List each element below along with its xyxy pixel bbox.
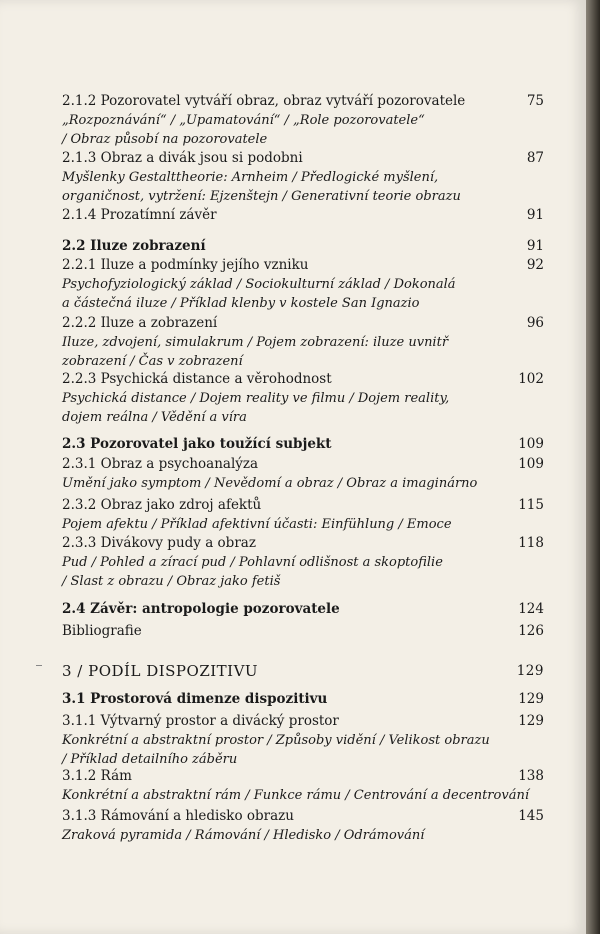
toc-entry bbox=[62, 534, 544, 591]
page-number: 91 bbox=[526, 207, 544, 223]
entry-subtitle: / Obraz působí na pozorovatele bbox=[62, 132, 268, 147]
entry-title: 2.1.2 Pozorovatel vytváří obraz, obraz vytváří pozorovatele bbox=[62, 93, 466, 109]
page-number: 75 bbox=[526, 93, 544, 109]
page-number: 129 bbox=[518, 713, 544, 729]
entry-subtitle: Konkrétní a abstraktní prostor / Způsoby vidění / Velikost obrazu bbox=[62, 733, 490, 748]
chapter-title: 3 / PODÍL DISPOZITIVU bbox=[62, 662, 259, 680]
toc-entry bbox=[62, 622, 544, 641]
toc-entry bbox=[62, 455, 544, 493]
entry-subtitle: organičnost, vytržení: Ejzenštejn / Generativní teorie obrazu bbox=[62, 189, 461, 204]
entry-subtitle: Umění jako symptom / Nevědomí a obraz / Obraz a imaginárno bbox=[62, 476, 478, 491]
page-number: 126 bbox=[518, 623, 544, 639]
toc-entry bbox=[62, 206, 544, 225]
page-number: 102 bbox=[518, 371, 544, 387]
page-number: 92 bbox=[526, 257, 544, 273]
entry-title: 3.1.1 Výtvarný prostor a divácký prostor bbox=[62, 713, 339, 729]
page-number: 115 bbox=[518, 497, 544, 513]
toc-entry bbox=[62, 314, 544, 371]
toc-entry bbox=[62, 370, 544, 427]
toc-section bbox=[62, 237, 544, 256]
page-number: 124 bbox=[518, 601, 544, 617]
toc-entry bbox=[62, 712, 544, 769]
section-title: 2.4 Závěr: antropologie pozorovatele bbox=[62, 601, 340, 617]
toc-entry bbox=[62, 256, 544, 313]
entry-subtitle: Konkrétní a abstraktní rám / Funkce rámu / Centrování a decentrování bbox=[62, 788, 529, 803]
entry-subtitle: Zraková pyramida / Rámování / Hledisko / Odrámování bbox=[62, 828, 425, 843]
entry-title: 3.1.2 Rám bbox=[62, 768, 132, 784]
entry-title: Bibliografie bbox=[62, 623, 142, 639]
entry-subtitle: Iluze, zdvojení, simulakrum / Pojem zobrazení: iluze uvnitř bbox=[62, 335, 449, 350]
entry-title: 2.1.3 Obraz a divák jsou si podobni bbox=[62, 150, 303, 166]
entry-title: 2.3.1 Obraz a psychoanalýza bbox=[62, 456, 259, 472]
entry-subtitle: Myšlenky Gestalttheorie: Arnheim / Předlogické myšlení, bbox=[62, 170, 439, 185]
entry-title: 2.3.3 Divákovy pudy a obraz bbox=[62, 535, 256, 551]
page-number: 129 bbox=[516, 663, 544, 679]
entry-subtitle: Psychofyziologický základ / Sociokulturní základ / Dokonalá bbox=[62, 277, 456, 292]
page-number: 118 bbox=[518, 535, 544, 551]
toc-entry bbox=[62, 92, 544, 149]
entry-subtitle: / Příklad detailního záběru bbox=[62, 752, 238, 767]
page-number: 145 bbox=[518, 808, 544, 824]
page-number: 91 bbox=[526, 238, 544, 254]
entry-subtitle: dojem reálna / Vědění a víra bbox=[62, 410, 247, 425]
entry-title: 2.2.1 Iluze a podmínky jejího vzniku bbox=[62, 257, 309, 273]
toc-chapter bbox=[62, 662, 544, 681]
entry-title: 2.2.2 Iluze a zobrazení bbox=[62, 315, 218, 331]
toc-section bbox=[62, 435, 544, 454]
entry-title: 3.1.3 Rámování a hledisko obrazu bbox=[62, 808, 294, 824]
toc-section bbox=[62, 690, 544, 709]
entry-subtitle: a částečná iluze / Příklad klenby v kostele San Ignazio bbox=[62, 296, 420, 311]
toc-entry bbox=[62, 496, 544, 534]
page-number: 109 bbox=[518, 456, 544, 472]
entry-subtitle: / Slast z obrazu / Obraz jako fetiš bbox=[62, 574, 281, 589]
section-title: 2.3 Pozorovatel jako toužící subjekt bbox=[62, 436, 332, 452]
entry-subtitle: zobrazení / Čas v zobrazení bbox=[62, 354, 243, 369]
page-number: 138 bbox=[518, 768, 544, 784]
page-number: 96 bbox=[526, 315, 544, 331]
toc-entry bbox=[62, 807, 544, 845]
toc-section bbox=[62, 600, 544, 619]
entry-subtitle: Pojem afektu / Příklad afektivní účasti: Einfühlung / Emoce bbox=[62, 517, 452, 532]
page-edge bbox=[586, 0, 600, 934]
page-number: 129 bbox=[518, 691, 544, 707]
toc-entry bbox=[62, 149, 544, 206]
page-number: 87 bbox=[526, 150, 544, 166]
entry-title: 2.1.4 Prozatímní závěr bbox=[62, 207, 217, 223]
toc-entry bbox=[62, 767, 544, 805]
entry-subtitle: Pud / Pohled a zírací pud / Pohlavní odlišnost a skoptofilie bbox=[62, 555, 443, 570]
entry-subtitle: „Rozpoznávání“ / „Upamatování“ / „Role pozorovatele“ bbox=[62, 113, 425, 128]
entry-title: 2.3.2 Obraz jako zdroj afektů bbox=[62, 497, 262, 513]
entry-subtitle: Psychická distance / Dojem reality ve filmu / Dojem reality, bbox=[62, 391, 450, 406]
page-number: 109 bbox=[518, 436, 544, 452]
section-title: 3.1 Prostorová dimenze dispozitivu bbox=[62, 691, 328, 707]
section-title: 2.2 Iluze zobrazení bbox=[62, 238, 206, 254]
entry-title: 2.2.3 Psychická distance a věrohodnost bbox=[62, 371, 332, 387]
